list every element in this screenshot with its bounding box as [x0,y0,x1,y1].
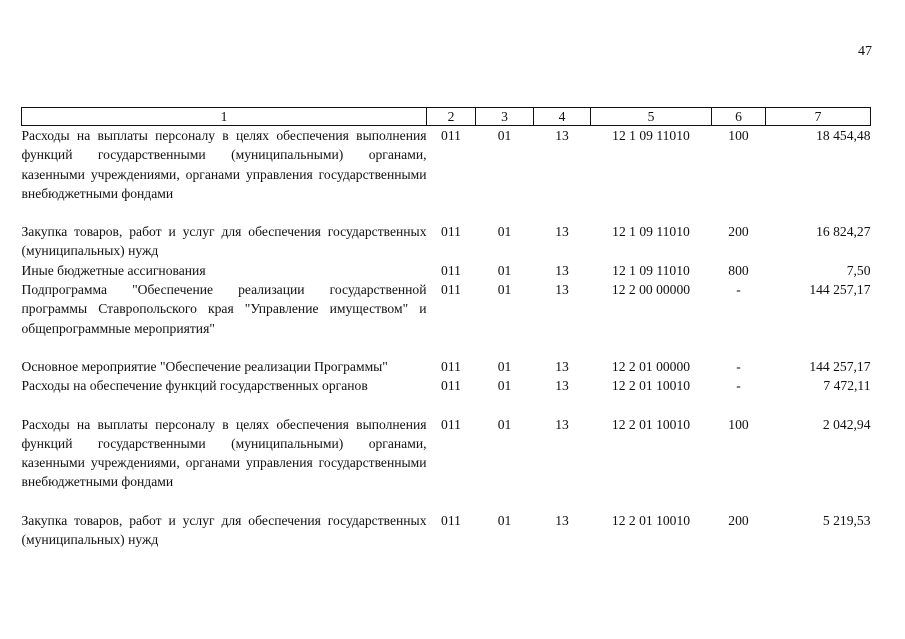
amount: 16 824,27 [816,224,871,240]
expense-name: Закупка товаров, работ и услуг для обеспечения государственных (муниципальных) нужд [21,512,427,548]
table-header-row [22,108,871,126]
section-code: 01 [497,358,512,374]
amount: 5 219,53 [822,512,871,528]
table-row [22,261,871,280]
amount: 7,50 [846,262,871,278]
column-header: 7 [766,108,871,126]
expense-type-code: 200 [728,512,749,528]
subsection-code: 13 [555,128,569,143]
expense-name: Закупка товаров, работ и услуг для обеспечения государственных (муниципальных) нужд [21,224,427,259]
table-row [22,280,871,338]
column-header: 4 [534,108,591,126]
ministry-code: 011 [441,224,461,240]
ministry-code: 011 [441,512,461,528]
amount: 144 257,17 [809,358,871,374]
section-code: 01 [497,378,512,394]
table-row [22,126,871,204]
expense-name: Подпрограмма "Обеспечение реализации государственной программы Ставропольского края "Управление имуществом" и общепрограммные мероприятия" [21,282,427,336]
amount: 18 454,48 [816,128,871,143]
target-code: 12 2 00 00000 [611,282,691,298]
table-row [22,415,871,492]
section-code: 01 [497,224,512,240]
budget-table [21,107,871,549]
target-code: 12 1 09 11010 [612,262,690,278]
table-row [22,511,871,550]
target-code: 12 2 01 10010 [611,378,691,394]
amount: 2 042,94 [822,416,871,432]
subsection-code: 13 [555,262,569,278]
target-code: 12 2 01 10010 [611,416,691,432]
target-code: 12 2 01 10010 [611,512,691,528]
ministry-code: 011 [441,358,461,374]
section-code: 01 [497,512,512,528]
expense-type-code: - [736,358,741,374]
expense-name: Расходы на обеспечение функций государственных органов [21,378,368,394]
column-header: 3 [476,108,534,126]
target-code: 12 2 01 00000 [611,358,691,374]
table-body [22,126,871,550]
row-spacer [22,396,871,415]
column-header: 5 [591,108,712,126]
row-spacer [22,492,871,511]
table-row [22,357,871,376]
amount: 144 257,17 [809,282,871,298]
target-code: 12 1 09 11010 [612,128,690,143]
row-spacer [22,203,871,222]
subsection-code: 13 [555,224,569,240]
expense-type-code: - [736,282,741,298]
subsection-code: 13 [555,282,569,298]
ministry-code: 011 [441,262,461,278]
subsection-code: 13 [555,378,569,394]
section-code: 01 [497,416,512,432]
expense-type-code: - [736,378,741,394]
section-code: 01 [497,128,512,143]
table-row [22,376,871,395]
expense-type-code: 800 [728,262,749,278]
expense-name: Основное мероприятие "Обеспечение реализации Программы" [21,358,388,374]
subsection-code: 13 [555,512,569,528]
expense-name: Расходы на выплаты персоналу в целях обеспечения выполнения функций государственными (муниципальными) органами, казенными учреждениями, органами управления государственными внебюджетными фондами [21,416,427,490]
column-header: 1 [22,108,427,126]
expense-type-code: 100 [728,416,749,432]
table-row [22,222,871,261]
subsection-code: 13 [555,358,569,374]
page-number: 47 [858,44,872,59]
target-code: 12 1 09 11010 [612,224,690,240]
section-code: 01 [497,262,512,278]
row-spacer [22,338,871,357]
column-header: 2 [427,108,476,126]
expense-name: Иные бюджетные ассигнования [21,262,206,278]
ministry-code: 011 [441,416,461,432]
expense-name: Расходы на выплаты персоналу в целях обеспечения выполнения функций государственными (муниципальными) органами, казенными учреждениями, органами управления государственными внебюджетными фондами [21,128,427,201]
subsection-code: 13 [555,416,569,432]
amount: 7 472,11 [823,378,871,394]
column-header: 6 [712,108,766,126]
section-code: 01 [497,282,512,298]
expense-type-code: 200 [728,224,749,240]
expense-type-code: 100 [728,128,749,143]
ministry-code: 011 [441,378,461,394]
ministry-code: 011 [441,282,461,298]
ministry-code: 011 [441,128,461,143]
